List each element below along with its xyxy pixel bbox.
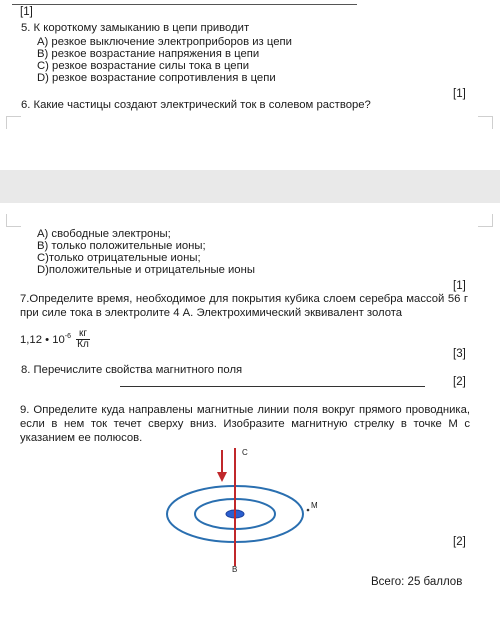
q5-option-b: B) резкое возрастание напряжения в цепи (37, 48, 260, 60)
q5-option-c: C) резкое возрастание силы тока в цепи (37, 60, 249, 72)
q7-text: 7.Определите время, необходимое для покрытия кубика слоем серебра массой 56 г при силе тока в электролите 4 А. Электрохимический эквивалент золота (20, 293, 468, 319)
page-corner-top-left (6, 116, 21, 129)
page-corner-top-right (478, 116, 493, 129)
q7-unit-denominator: Кл (77, 339, 89, 351)
q8-answer-line[interactable] (120, 386, 425, 387)
q6-mark: [1] (453, 280, 466, 292)
q7-formula (20, 326, 90, 351)
total-score: Всего: 25 баллов (371, 576, 463, 588)
q9-mark: [2] (453, 536, 466, 548)
conductor-field-diagram (160, 446, 340, 576)
top-mark: [1] (20, 6, 33, 18)
top-rule (12, 4, 357, 5)
page-corner-bottom-left (6, 214, 21, 227)
q6-option-c: С)только отрицательные ионы; (37, 252, 201, 264)
q9-text: 9. Определите куда направлены магнитные линии поля вокруг прямого проводника, если в нем ток течет сверху вниз. Изобразите магнитную стрелку в точке М с указанием ее полюсов. (20, 404, 470, 444)
page-corner-bottom-right (478, 214, 493, 227)
q5-question: 5. К короткому замыканию в цепи приводит (21, 22, 250, 34)
q6-option-d: D)положительные и отрицательные ионы (37, 264, 255, 276)
q7-unit (76, 329, 90, 350)
label-point-m: М (311, 501, 318, 510)
q6-option-a: А) свободные электроны; (37, 228, 171, 240)
page-gap (0, 170, 500, 203)
q7-unit-numerator: кг (76, 329, 90, 340)
label-top: С (242, 448, 248, 457)
point-m (307, 509, 310, 512)
q8-mark: [2] (453, 376, 466, 388)
q7-value: 1,12 • 10 (20, 333, 65, 346)
current-arrowhead-icon (217, 472, 227, 482)
q5-mark: [1] (453, 88, 466, 100)
q7-mark: [3] (453, 348, 466, 360)
q6-option-b: В) только положительные ионы; (37, 240, 206, 252)
label-bottom: В (232, 565, 238, 574)
q8-question: 8. Перечислите свойства магнитного поля (21, 364, 243, 376)
q6-question: 6. Какие частицы создают электрический ток в солевом растворе? (21, 99, 371, 111)
q7-exponent: -6 (64, 333, 72, 340)
q5-option-a: A) резкое выключение электроприборов из цепи (37, 36, 292, 48)
q5-option-d: D) резкое возрастание сопротивления в цепи (37, 72, 276, 84)
